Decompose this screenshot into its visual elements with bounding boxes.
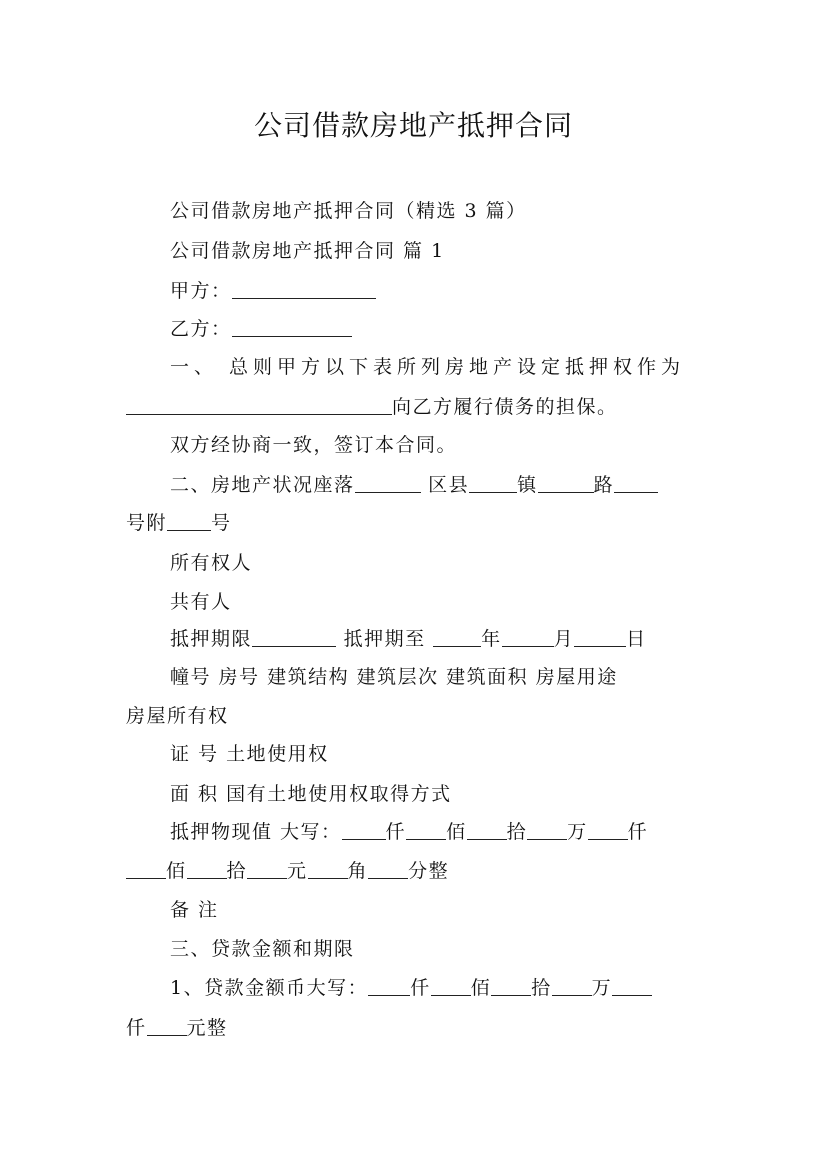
doc-text: 号	[211, 512, 232, 534]
doc-text: 拾	[506, 821, 528, 843]
doc-text: 元	[287, 860, 308, 882]
doc-line: 幢号 房号 建筑结构 建筑层次 建筑面积 房屋用途	[170, 666, 618, 688]
blank-field	[574, 628, 626, 647]
doc-text: 向乙方履行债务的担保。	[392, 396, 618, 418]
doc-text: 年	[481, 628, 502, 650]
doc-line: 双方经协商一致，签订本合同。	[170, 434, 458, 456]
blank-field	[308, 860, 348, 879]
blank-field	[232, 280, 376, 299]
doc-text: 佰	[470, 977, 492, 999]
blank-field	[342, 821, 386, 840]
doc-line	[170, 976, 652, 1000]
blank-field	[502, 628, 554, 647]
blank-field	[614, 474, 658, 493]
blank-field	[126, 860, 166, 879]
doc-text: 仟	[627, 821, 649, 843]
doc-line	[170, 820, 648, 844]
doc-line: 证 号 土地使用权	[170, 743, 329, 765]
doc-text: 抵押期至	[343, 628, 426, 650]
doc-text: 日	[626, 628, 647, 650]
doc-line: 一、 总则甲方以下表所列房地产设定抵押权作为	[170, 356, 686, 378]
doc-line: 房屋所有权	[126, 705, 229, 727]
party-b-line	[170, 317, 352, 341]
doc-line	[126, 511, 232, 535]
doc-line: 共有人	[170, 591, 232, 613]
blank-field	[147, 1017, 187, 1036]
blank-field	[527, 821, 567, 840]
doc-line	[170, 627, 647, 651]
doc-line: 所有权人	[170, 552, 253, 574]
doc-line	[126, 859, 449, 883]
doc-text: 万	[567, 821, 588, 843]
party-a-line	[170, 279, 376, 303]
blank-field	[433, 628, 481, 647]
doc-text: 二、房地产状况座落	[170, 474, 355, 496]
doc-text: 角	[347, 860, 369, 882]
doc-line: 面 积 国有土地使用权取得方式	[170, 783, 452, 805]
doc-text: 1、贷款金额币大写：	[170, 977, 369, 999]
doc-line	[170, 473, 658, 497]
blank-field	[247, 860, 287, 879]
doc-text: 万	[591, 977, 613, 999]
blank-field	[355, 474, 421, 493]
blank-field	[467, 821, 507, 840]
doc-line	[126, 1016, 228, 1040]
blank-field	[126, 396, 392, 415]
blank-field	[538, 474, 594, 493]
doc-text: 佰	[166, 860, 187, 882]
blank-field	[167, 512, 211, 531]
doc-text: 镇	[517, 474, 538, 496]
doc-text: 抵押期限	[170, 628, 253, 650]
doc-text: 抵押物现值 大写：	[170, 821, 342, 843]
blank-field	[588, 821, 628, 840]
doc-text: 分整	[408, 860, 450, 882]
party-b-label: 乙方：	[170, 318, 232, 340]
blank-field	[612, 977, 652, 996]
doc-text: 拾	[226, 860, 248, 882]
blank-field	[469, 474, 517, 493]
doc-text: 区县	[428, 474, 470, 496]
doc-line: 三、贷款金额和期限	[170, 938, 355, 960]
doc-text: 月	[553, 628, 575, 650]
doc-line: 公司借款房地产抵押合同 篇 1	[170, 240, 445, 262]
doc-text: 仟	[126, 1017, 147, 1039]
doc-text: 佰	[446, 821, 467, 843]
doc-line: 备 注	[170, 899, 219, 921]
doc-text: 元整	[186, 1017, 228, 1039]
blank-field	[252, 628, 336, 647]
doc-line: 公司借款房地产抵押合同（精选 3 篇）	[170, 200, 527, 222]
blank-field	[187, 860, 227, 879]
blank-field	[368, 977, 410, 996]
blank-field	[552, 977, 592, 996]
doc-line	[126, 395, 618, 419]
document-title: 公司借款房地产抵押合同	[253, 109, 573, 142]
doc-text: 仟	[410, 977, 431, 999]
doc-text: 号附	[126, 512, 168, 534]
blank-field	[406, 821, 446, 840]
blank-field	[232, 318, 352, 337]
blank-field	[368, 860, 408, 879]
doc-text: 拾	[531, 977, 552, 999]
doc-text: 路	[593, 474, 615, 496]
blank-field	[431, 977, 471, 996]
blank-field	[491, 977, 531, 996]
party-a-label: 甲方：	[170, 280, 232, 302]
doc-text: 仟	[385, 821, 407, 843]
